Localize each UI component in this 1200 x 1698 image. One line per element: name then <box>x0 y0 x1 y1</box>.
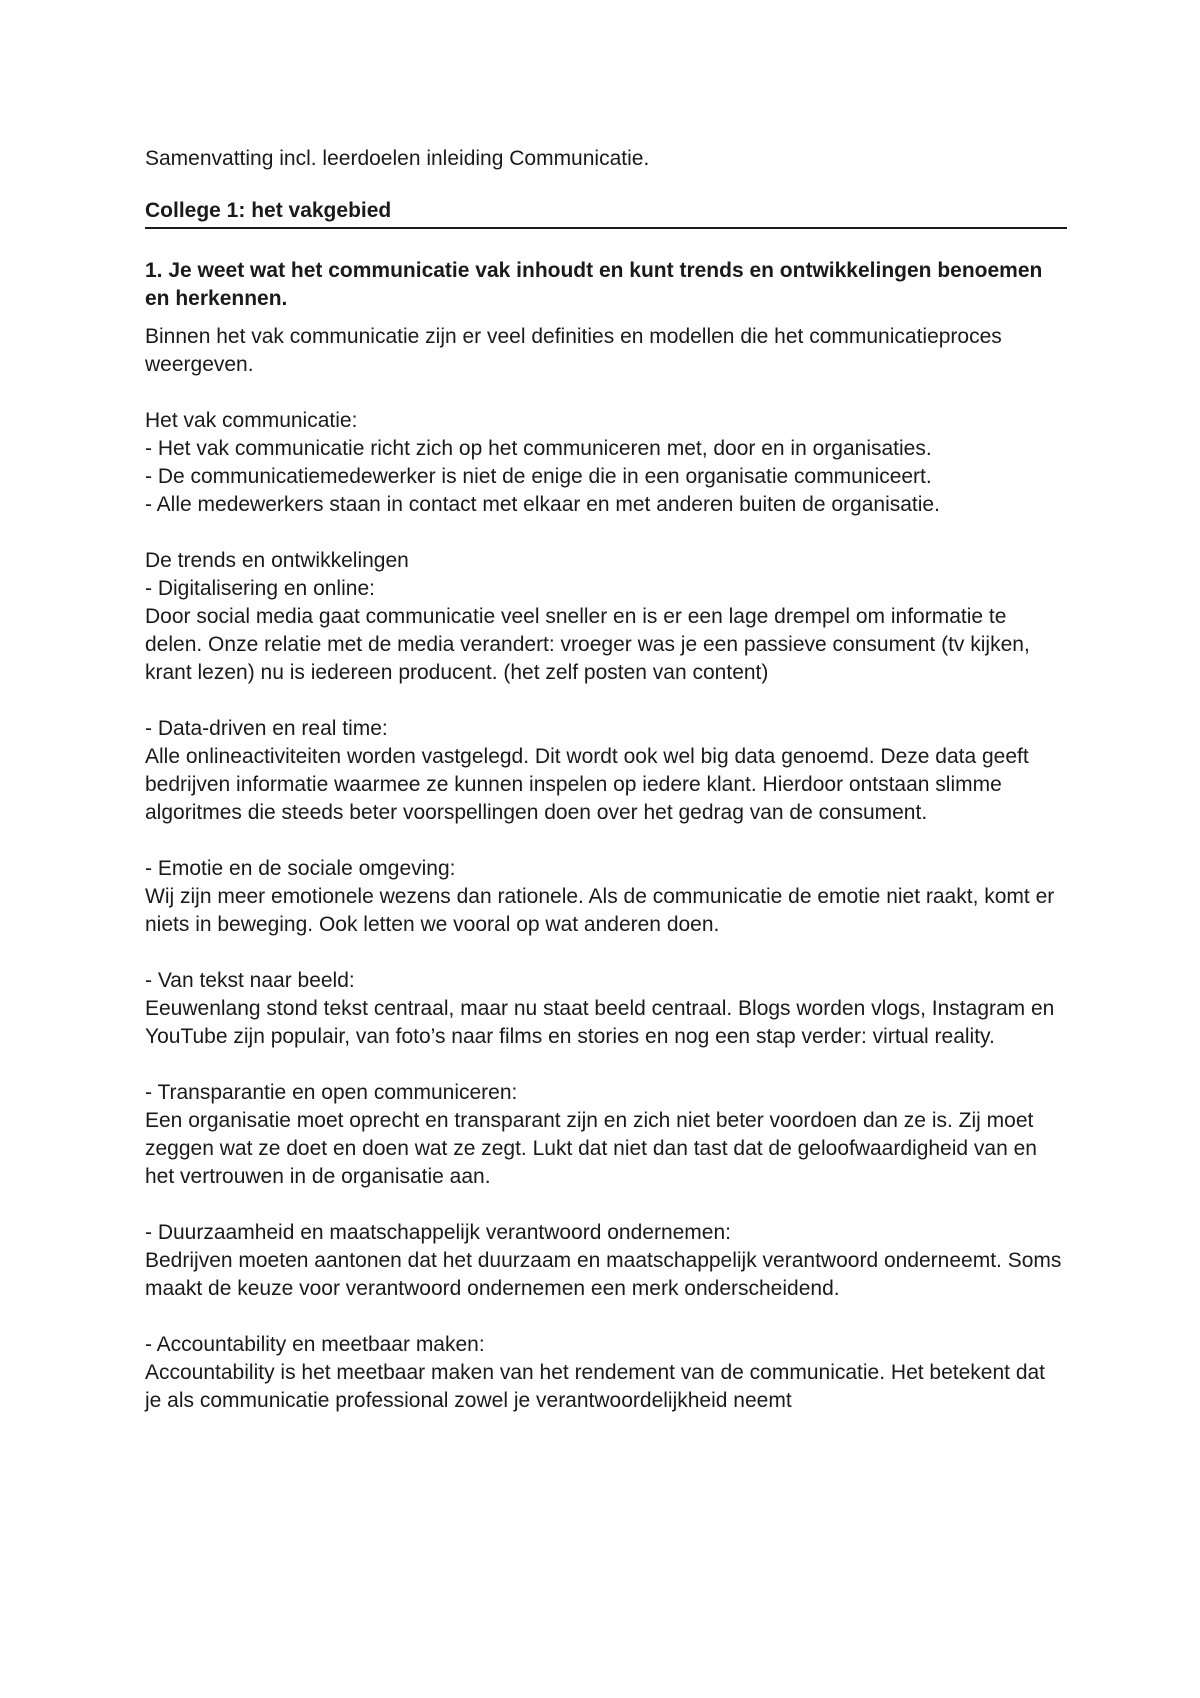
paragraph-trend-accountability: - Accountability en meetbaar maken: Accountability is het meetbaar maken van het rendement van de communicatie. Het betekent dat je als communicatie professional zowel je verantwoordelijkheid neemt <box>145 1333 1046 1412</box>
document-title: Samenvatting incl. leerdoelen inleiding Communicatie. <box>145 147 650 170</box>
paragraph-trend-duurzaamheid: - Duurzaamheid en maatschappelijk verantwoord ondernemen: Bedrijven moeten aantonen dat het duurzaam en maatschappelijk verantwoord onderneemt. Soms maakt de keuze voor verantwoord ondernemen een merk onderscheidend. <box>145 1221 1062 1300</box>
learning-objective-heading: 1. Je weet wat het communicatie vak inhoudt en kunt trends en ontwikkelingen benoemen en herkennen. <box>145 259 1043 310</box>
paragraph-intro: Binnen het vak communicatie zijn er veel definities en modellen die het communicatieproces weergeven. <box>145 325 1002 376</box>
paragraph-trend-emotie: - Emotie en de sociale omgeving: Wij zijn meer emotionele wezens dan rationele. Als de communicatie de emotie niet raakt, komt er niets in beweging. Ook letten we vooral op wat anderen doen. <box>145 857 1055 936</box>
college-heading: College 1: het vakgebied <box>145 197 1067 229</box>
paragraph-trend-data-driven: - Data-driven en real time: Alle onlineactiviteiten worden vastgelegd. Dit wordt ook wel big data genoemd. Deze data geeft bedrijven informatie waarmee ze kunnen inspelen op iedere klant. Hierdoor ontstaan slimme algoritmes die steeds beter voorspellingen doen over het gedrag van de consument. <box>145 717 1029 824</box>
paragraph-trend-beeld: - Van tekst naar beeld: Eeuwenlang stond tekst centraal, maar nu staat beeld centraal. Blogs worden vlogs, Instagram en YouTube zijn populair, van foto’s naar films en stories en nog een stap verder: virtual reality. <box>145 969 1055 1048</box>
paragraph-trend-digitalisering: De trends en ontwikkelingen - Digitalisering en online: Door social media gaat communicatie veel sneller en is er een lage drempel om informatie te delen. Onze relatie met de media verandert: vroeger was je een passieve consument (tv kijken, krant lezen) nu is iedereen producent. (het zelf posten van content) <box>145 549 1030 684</box>
document-page <box>145 145 1067 1415</box>
paragraph-trend-transparantie: - Transparantie en open communiceren: Een organisatie moet oprecht en transparant zijn en zich niet beter voordoen dan ze is. Zij moet zeggen wat ze doet en doen wat ze zegt. Lukt dat niet dan tast dat de geloofwaardigheid van en het vertrouwen in de organisatie aan. <box>145 1081 1037 1188</box>
paragraph-vak-communicatie: Het vak communicatie: - Het vak communicatie richt zich op het communiceren met, door en in organisaties. - De communicatiemedewerker is niet de enige die in een organisatie communiceert. - Alle medewerkers staan in contact met elkaar en met anderen buiten de organisatie. <box>145 409 940 516</box>
